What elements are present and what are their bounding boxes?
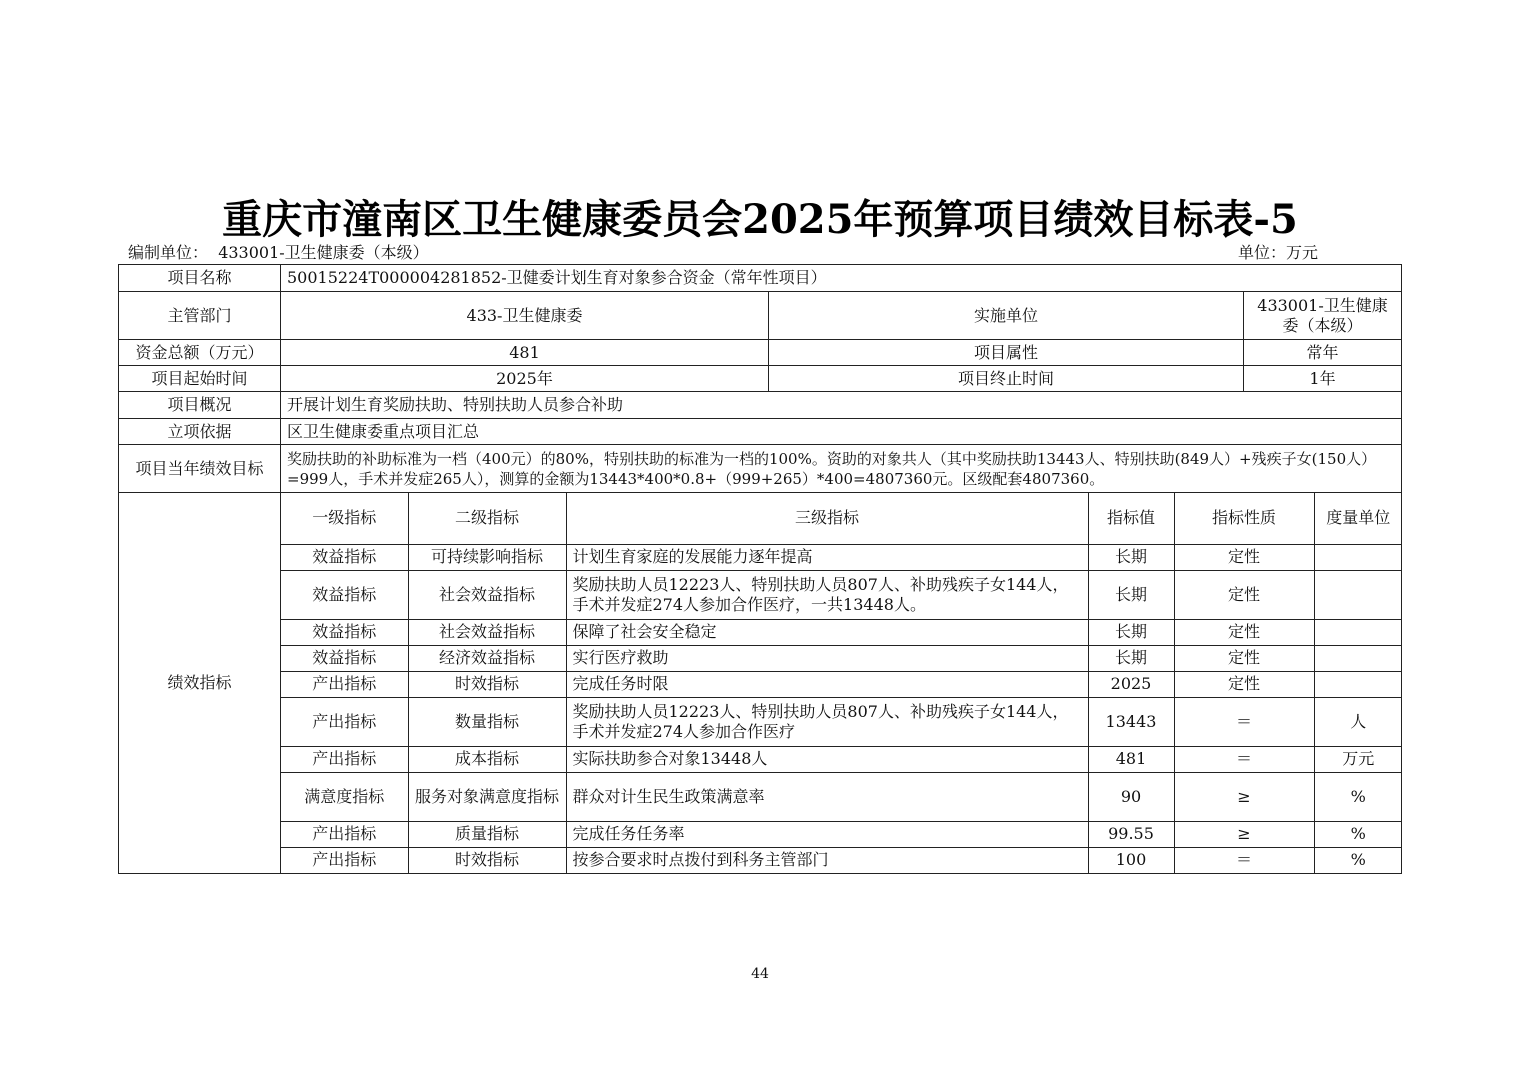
performance-table xyxy=(118,264,1402,874)
start-label: 项目起始时间 xyxy=(119,366,281,392)
cell-level2: 可持续影响指标 xyxy=(408,544,566,570)
cell-unit xyxy=(1314,570,1402,619)
cell-level1: 产出指标 xyxy=(281,821,408,847)
header-level1: 一级指标 xyxy=(281,493,408,544)
attr-label: 项目属性 xyxy=(769,340,1244,366)
cell-level3: 完成任务时限 xyxy=(566,671,1088,697)
header-level3: 三级指标 xyxy=(566,493,1088,544)
indicators-section-label: 绩效指标 xyxy=(119,493,281,874)
cell-level1: 产出指标 xyxy=(281,671,408,697)
cell-level3: 保障了社会安全稳定 xyxy=(566,619,1088,645)
cell-unit xyxy=(1314,619,1402,645)
cell-level1: 效益指标 xyxy=(281,645,408,671)
cell-nature: ≥ xyxy=(1174,772,1314,821)
table-row xyxy=(281,821,1402,847)
cell-level3: 实际扶助参合对象13448人 xyxy=(566,746,1088,772)
table-row xyxy=(281,570,1402,619)
cell-level1: 产出指标 xyxy=(281,746,408,772)
header-nature: 指标性质 xyxy=(1174,493,1314,544)
org-value: 433001-卫生健康委（本级） xyxy=(218,243,429,262)
cell-level3: 群众对计生民生政策满意率 xyxy=(566,772,1088,821)
cell-level2: 数量指标 xyxy=(408,697,566,746)
cell-level3: 奖励扶助人员12223人、特别扶助人员807人、补助残疾子女144人，手术并发症274人参加合作医疗，一共13448人。 xyxy=(566,570,1088,619)
cell-nature: ＝ xyxy=(1174,697,1314,746)
goal-label: 项目当年绩效目标 xyxy=(119,445,281,493)
cell-level3: 实行医疗救助 xyxy=(566,645,1088,671)
cell-value: 481 xyxy=(1088,746,1174,772)
cell-level1: 产出指标 xyxy=(281,697,408,746)
table-row xyxy=(281,671,1402,697)
cell-nature: 定性 xyxy=(1174,570,1314,619)
org-line xyxy=(128,240,429,263)
table-row xyxy=(281,619,1402,645)
start-value: 2025年 xyxy=(281,366,769,392)
cell-level3: 奖励扶助人员12223人、特别扶助人员807人、补助残疾子女144人，手术并发症274人参加合作医疗 xyxy=(566,697,1088,746)
cell-unit: % xyxy=(1314,821,1402,847)
attr-value: 常年 xyxy=(1244,340,1402,366)
table-row xyxy=(281,645,1402,671)
table-row xyxy=(281,697,1402,746)
cell-value: 长期 xyxy=(1088,570,1174,619)
impl-value: 433001-卫生健康委（本级） xyxy=(1244,292,1402,340)
dept-label: 主管部门 xyxy=(119,292,281,340)
table-row xyxy=(281,746,1402,772)
header-unit: 度量单位 xyxy=(1314,493,1402,544)
cell-level3: 计划生育家庭的发展能力逐年提高 xyxy=(566,544,1088,570)
end-label: 项目终止时间 xyxy=(769,366,1244,392)
page-number: 44 xyxy=(751,966,769,982)
indicators-table xyxy=(281,493,1402,873)
page-title: 重庆市潼南区卫生健康委员会2025年预算项目绩效目标表-5 xyxy=(222,196,1298,243)
cell-level2: 时效指标 xyxy=(408,847,566,873)
cell-value: 长期 xyxy=(1088,645,1174,671)
cell-unit: 人 xyxy=(1314,697,1402,746)
impl-label: 实施单位 xyxy=(769,292,1244,340)
cell-level1: 效益指标 xyxy=(281,619,408,645)
cell-nature: ＝ xyxy=(1174,746,1314,772)
cell-level1: 效益指标 xyxy=(281,544,408,570)
cell-value: 90 xyxy=(1088,772,1174,821)
cell-level2: 成本指标 xyxy=(408,746,566,772)
cell-nature: 定性 xyxy=(1174,645,1314,671)
goal-value: 奖励扶助的补助标准为一档（400元）的80%，特别扶助的标准为一档的100%。资助的对象共人（其中奖励扶助13443人、特别扶助(849人）+残疾子女(150人）=999人，手术并发症265人），测算的金额为13443*400*0.8+（999+265）*400=4807360元。区级配套4807360。 xyxy=(281,445,1402,493)
cell-level1: 效益指标 xyxy=(281,570,408,619)
fund-label: 资金总额（万元） xyxy=(119,340,281,366)
cell-unit xyxy=(1314,671,1402,697)
cell-level2: 社会效益指标 xyxy=(408,570,566,619)
table-row xyxy=(281,847,1402,873)
cell-level2: 质量指标 xyxy=(408,821,566,847)
cell-unit xyxy=(1314,544,1402,570)
cell-nature: 定性 xyxy=(1174,671,1314,697)
cell-level3: 按参合要求时点拨付到科务主管部门 xyxy=(566,847,1088,873)
table-row xyxy=(281,772,1402,821)
cell-value: 99.55 xyxy=(1088,821,1174,847)
cell-level2: 经济效益指标 xyxy=(408,645,566,671)
basis-value: 区卫生健康委重点项目汇总 xyxy=(281,419,1402,445)
project-name-value: 50015224T000004281852-卫健委计划生育对象参合资金（常年性项目） xyxy=(281,265,1402,292)
cell-unit xyxy=(1314,645,1402,671)
unit-label: 单位：万元 xyxy=(1238,243,1319,262)
cell-value: 100 xyxy=(1088,847,1174,873)
dept-value: 433-卫生健康委 xyxy=(281,292,769,340)
cell-unit: 万元 xyxy=(1314,746,1402,772)
overview-label: 项目概况 xyxy=(119,392,281,419)
cell-value: 2025 xyxy=(1088,671,1174,697)
cell-level1: 产出指标 xyxy=(281,847,408,873)
basis-label: 立项依据 xyxy=(119,419,281,445)
cell-nature: 定性 xyxy=(1174,619,1314,645)
cell-level3: 完成任务任务率 xyxy=(566,821,1088,847)
table-row xyxy=(281,544,1402,570)
cell-nature: 定性 xyxy=(1174,544,1314,570)
cell-level2: 社会效益指标 xyxy=(408,619,566,645)
cell-unit: % xyxy=(1314,772,1402,821)
cell-unit: % xyxy=(1314,847,1402,873)
header-value: 指标值 xyxy=(1088,493,1174,544)
fund-value: 481 xyxy=(281,340,769,366)
cell-nature: ≥ xyxy=(1174,821,1314,847)
end-value: 1年 xyxy=(1244,366,1402,392)
cell-value: 长期 xyxy=(1088,544,1174,570)
cell-nature: ＝ xyxy=(1174,847,1314,873)
indicators-cell xyxy=(281,493,1402,874)
org-label: 编制单位： xyxy=(128,243,209,262)
cell-level2: 服务对象满意度指标 xyxy=(408,772,566,821)
cell-value: 13443 xyxy=(1088,697,1174,746)
cell-value: 长期 xyxy=(1088,619,1174,645)
header-level2: 二级指标 xyxy=(408,493,566,544)
cell-level2: 时效指标 xyxy=(408,671,566,697)
overview-value: 开展计划生育奖励扶助、特别扶助人员参合补助 xyxy=(281,392,1402,419)
indicators-header-row xyxy=(281,493,1402,544)
cell-level1: 满意度指标 xyxy=(281,772,408,821)
project-name-label: 项目名称 xyxy=(119,265,281,292)
